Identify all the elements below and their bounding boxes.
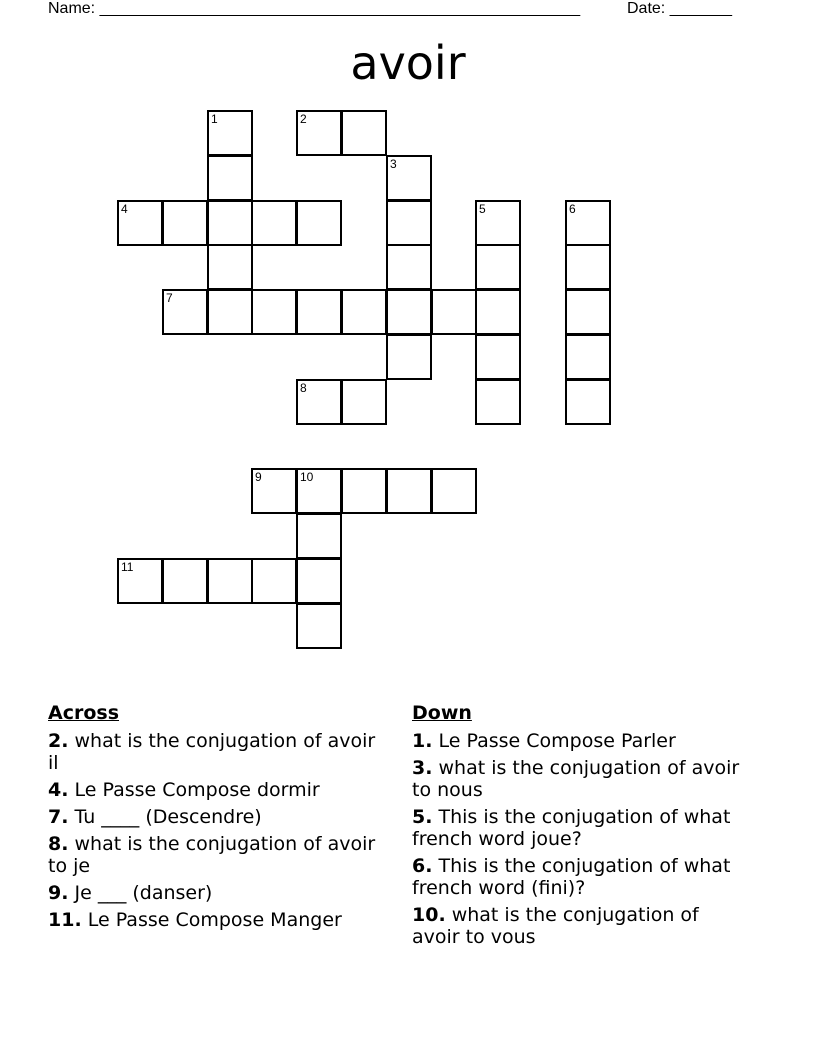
clue-number: 4 <box>121 202 128 216</box>
clue-text: Le Passe Compose dormir <box>68 779 320 801</box>
across-clue <box>48 806 378 828</box>
grid-cell[interactable] <box>341 468 387 514</box>
clue-number: 10 <box>300 470 314 484</box>
grid-cell[interactable] <box>296 379 342 425</box>
grid-cell[interactable] <box>565 200 611 246</box>
grid-cell[interactable] <box>386 200 432 246</box>
grid-cell[interactable] <box>207 110 253 156</box>
grid-cell[interactable] <box>475 244 521 290</box>
clue-text: This is the conjugation of what french word joue? <box>412 806 731 850</box>
clue-number: 1 <box>211 112 218 126</box>
down-clue <box>412 757 742 801</box>
down-clues <box>412 702 742 953</box>
clue-text: what is the conjugation of avoir to je <box>48 833 376 877</box>
grid-cell[interactable] <box>251 200 297 246</box>
grid-cell[interactable] <box>207 155 253 201</box>
clue-text: Le Passe Compose Parler <box>432 730 676 752</box>
grid-cell[interactable] <box>431 289 477 335</box>
grid-cell[interactable] <box>296 558 342 604</box>
grid-cell[interactable] <box>296 468 342 514</box>
clue-number: 3 <box>390 157 397 171</box>
down-clue <box>412 806 742 850</box>
clue-text: Je ___ (danser) <box>68 882 213 904</box>
grid-cell[interactable] <box>475 334 521 380</box>
across-clue-list <box>48 730 378 931</box>
grid-cell[interactable] <box>475 289 521 335</box>
grid-cell[interactable] <box>386 244 432 290</box>
clue-num: 9. <box>48 882 69 904</box>
clue-num: 1. <box>412 730 433 752</box>
clue-number: 11 <box>121 560 134 574</box>
clue-text: what is the conjugation of avoir to vous <box>412 904 699 948</box>
grid-cell[interactable] <box>386 155 432 201</box>
clue-num: 3. <box>412 757 433 779</box>
grid-cell[interactable] <box>341 110 387 156</box>
down-clue <box>412 855 742 899</box>
grid-cell[interactable] <box>341 289 387 335</box>
grid-cell[interactable] <box>565 244 611 290</box>
clue-num: 5. <box>412 806 433 828</box>
grid-cell[interactable] <box>251 558 297 604</box>
clue-num: 7. <box>48 806 69 828</box>
grid-cell[interactable] <box>565 379 611 425</box>
clue-number: 5 <box>479 202 486 216</box>
grid-cell[interactable] <box>386 289 432 335</box>
across-heading: Across <box>48 702 120 724</box>
across-clue <box>48 909 378 931</box>
across-clues <box>48 702 378 936</box>
clue-num: 11. <box>48 909 82 931</box>
grid-cell[interactable] <box>296 289 342 335</box>
clue-number: 9 <box>255 470 262 484</box>
clue-num: 10. <box>412 904 446 926</box>
clue-number: 2 <box>300 112 307 126</box>
clue-num: 8. <box>48 833 69 855</box>
grid-cell[interactable] <box>162 289 208 335</box>
clue-text: what is the conjugation of avoir il <box>48 730 376 774</box>
grid-cell[interactable] <box>117 558 163 604</box>
grid-cell[interactable] <box>251 468 297 514</box>
clue-num: 2. <box>48 730 69 752</box>
grid-cell[interactable] <box>431 468 477 514</box>
grid-cell[interactable] <box>251 289 297 335</box>
clue-num: 4. <box>48 779 69 801</box>
grid-cell[interactable] <box>162 558 208 604</box>
clue-text: Tu ____ (Descendre) <box>68 806 262 828</box>
clue-text: This is the conjugation of what french word (fini)? <box>412 855 731 899</box>
grid-cell[interactable] <box>386 334 432 380</box>
name-field: Name: ______________________________________________________ <box>48 0 581 17</box>
grid-cell[interactable] <box>207 244 253 290</box>
date-field: Date: _______ <box>627 0 732 17</box>
grid-cell[interactable] <box>296 110 342 156</box>
grid-cell[interactable] <box>207 558 253 604</box>
grid-cell[interactable] <box>117 200 163 246</box>
clue-text: what is the conjugation of avoir to nous <box>412 757 740 801</box>
clue-number: 8 <box>300 381 307 395</box>
across-clue <box>48 882 378 904</box>
clue-number: 7 <box>166 291 173 305</box>
grid-cell[interactable] <box>565 334 611 380</box>
clue-num: 6. <box>412 855 433 877</box>
clue-text: Le Passe Compose Manger <box>81 909 342 931</box>
across-clue <box>48 730 378 774</box>
grid-cell[interactable] <box>296 513 342 559</box>
grid-cell[interactable] <box>386 468 432 514</box>
page-title: avoir <box>350 36 466 90</box>
grid-cell[interactable] <box>475 379 521 425</box>
grid-cell[interactable] <box>162 200 208 246</box>
down-heading: Down <box>412 702 472 724</box>
grid-cell[interactable] <box>207 289 253 335</box>
across-clue <box>48 833 378 877</box>
grid-cell[interactable] <box>296 603 342 649</box>
down-clue <box>412 730 742 752</box>
grid-cell[interactable] <box>207 200 253 246</box>
grid-cell[interactable] <box>296 200 342 246</box>
grid-cell[interactable] <box>475 200 521 246</box>
grid-cell[interactable] <box>565 289 611 335</box>
down-clue <box>412 904 742 948</box>
across-clue <box>48 779 378 801</box>
grid-cell[interactable] <box>341 379 387 425</box>
clue-number: 6 <box>569 202 576 216</box>
down-clue-list <box>412 730 742 948</box>
